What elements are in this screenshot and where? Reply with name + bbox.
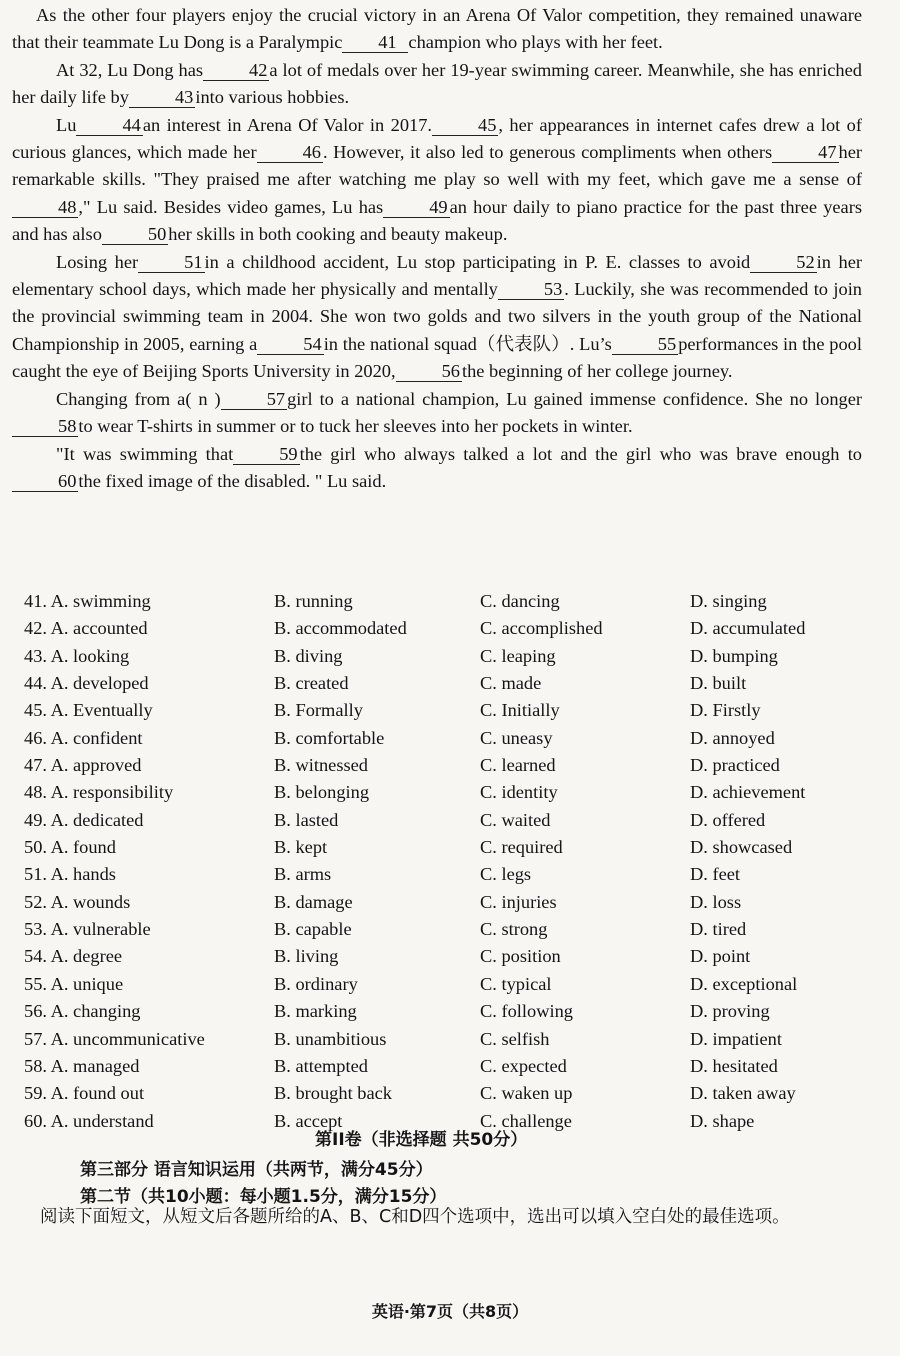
option-d: D. tired	[690, 919, 747, 940]
option-d: D. proving	[690, 1001, 770, 1022]
option-b: B. witnessed	[274, 755, 368, 776]
passage-text: Changing from a( n )	[56, 388, 221, 409]
question-options-row	[24, 807, 874, 834]
option-a: 60. A. understand	[24, 1110, 154, 1131]
option-a: 49. A. dedicated	[24, 809, 144, 830]
passage-text: a lot of medals over her 19-year swimming career. Meanwhile, she has enriched her daily life by	[12, 59, 862, 108]
option-b: B. ordinary	[274, 973, 358, 994]
passage-text: champion who plays with her feet.	[408, 32, 663, 53]
option-a: 48. A. responsibility	[24, 782, 174, 803]
blank-50: 50	[102, 224, 168, 245]
option-c: C. selfish	[480, 1028, 550, 1049]
passage-paragraph	[12, 112, 862, 249]
option-c: C. uneasy	[480, 727, 553, 748]
option-a: 50. A. found	[24, 837, 116, 858]
passage-text: an interest in Arena Of Valor in 2017.	[142, 114, 433, 135]
cloze-passage	[12, 2, 862, 495]
option-d: D. impatient	[690, 1028, 782, 1049]
blank-60: 60	[12, 471, 78, 492]
blank-51: 51	[138, 252, 204, 273]
option-c: C. following	[480, 1001, 573, 1022]
question-options-row	[24, 1026, 874, 1053]
blank-56: 56	[396, 361, 462, 382]
option-c: C. required	[480, 837, 563, 858]
question-options-row	[24, 943, 874, 970]
option-a: 43. A. looking	[24, 645, 130, 666]
question-options-row	[24, 834, 874, 861]
passage-text: "It was swimming that	[56, 443, 234, 464]
sub-section-title: 第二节（共10小题：每小题1.5分，满分15分）	[80, 1187, 447, 1207]
blank-43: 43	[129, 87, 195, 108]
instruction-text: 阅读下面短文，从短文后各题所给的A、B、C和D四个选项中，选出可以填入空白处的最佳选项。	[40, 1207, 790, 1227]
option-c: C. strong	[480, 919, 548, 940]
option-c: C. typical	[480, 973, 552, 994]
passage-text: As the other four players enjoy the crucial victory in an Arena Of Valor competition, they remained unaware that their teammate Lu Dong is a Paralympic	[12, 5, 862, 53]
option-d: D. offered	[690, 809, 766, 830]
passage-text: her skills in both cooking and beauty makeup.	[168, 224, 508, 245]
option-b: B. running	[274, 591, 353, 611]
option-d: D. hesitated	[690, 1055, 778, 1076]
question-options-row	[24, 889, 874, 916]
blank-52: 52	[750, 252, 816, 273]
volume-title: 第II卷（非选择题 共50分）	[315, 1130, 528, 1150]
passage-paragraph	[12, 386, 862, 441]
option-b: B. living	[274, 946, 339, 967]
option-b: B. accommodated	[274, 618, 407, 639]
option-b: B. arms	[274, 864, 332, 885]
option-a: 59. A. found out	[24, 1083, 145, 1104]
blank-55: 55	[612, 334, 678, 355]
passage-text: the girl who always talked a lot and the girl who was brave enough to	[299, 443, 863, 464]
option-a: 51. A. hands	[24, 864, 116, 885]
passage-text: the fixed image of the disabled. " Lu said.	[78, 470, 387, 491]
question-options-row	[24, 998, 874, 1025]
option-b: B. belonging	[274, 782, 370, 803]
option-d: D. bumping	[690, 645, 778, 666]
option-a: 44. A. developed	[24, 673, 149, 694]
passage-text: ," Lu said. Besides video games, Lu has	[78, 196, 384, 217]
option-c: C. challenge	[480, 1110, 572, 1131]
passage-paragraph	[12, 2, 862, 57]
passage-text: into various hobbies.	[195, 87, 350, 108]
blank-47: 47	[772, 142, 838, 163]
passage-text: girl to a national champion, Lu gained immense confidence. She no longer	[287, 388, 862, 409]
option-a: 46. A. confident	[24, 727, 143, 748]
option-b: B. marking	[274, 1001, 357, 1022]
option-c: C. injuries	[480, 891, 557, 912]
question-options-row	[24, 697, 874, 724]
passage-text: . Luckily, she was recommended to join the provincial swimming team in 2004. She won two golds and two silvers in the youth group of the National Championship in 2005, earning a	[12, 279, 862, 354]
option-b: B. brought back	[274, 1083, 392, 1104]
option-d: D. built	[690, 673, 747, 694]
option-c: C. position	[480, 946, 561, 967]
blank-41: 41	[342, 32, 408, 53]
option-b: B. attempted	[274, 1055, 368, 1076]
option-c: C. dancing	[480, 591, 560, 611]
option-b: B. unambitious	[274, 1028, 387, 1049]
option-d: D. annoyed	[690, 727, 775, 748]
passage-paragraph	[12, 249, 862, 386]
option-a: 47. A. approved	[24, 755, 142, 776]
option-a: 42. A. accounted	[24, 618, 148, 639]
option-b: B. capable	[274, 919, 352, 940]
passage-text: to wear T-shirts in summer or to tuck her sleeves into her pockets in winter.	[78, 416, 633, 437]
passage-text: the beginning of her college journey.	[461, 361, 733, 382]
option-c: C. accomplished	[480, 618, 603, 639]
option-a: 45. A. Eventually	[24, 700, 153, 721]
question-options-row	[24, 1080, 874, 1107]
blank-59: 59	[233, 444, 299, 465]
option-b: B. damage	[274, 891, 353, 912]
passage-text: performances in the pool caught the eye of Beijing Sports University in 2020,	[12, 333, 862, 382]
option-a: 41. A. swimming	[24, 591, 151, 611]
option-d: D. achievement	[690, 782, 806, 803]
question-options-row	[24, 725, 874, 752]
option-c: C. expected	[480, 1055, 567, 1076]
option-c: C. identity	[480, 782, 558, 803]
option-a: 53. A. vulnerable	[24, 919, 151, 940]
question-options-row	[24, 861, 874, 888]
option-b: B. created	[274, 673, 349, 694]
passage-text: Losing her	[56, 251, 139, 272]
option-c: C. leaping	[480, 645, 556, 666]
question-options-row	[24, 643, 874, 670]
option-d: D. point	[690, 946, 751, 967]
passage-text: in the national squad（代表队）. Lu’s	[323, 333, 612, 354]
option-c: C. learned	[480, 755, 556, 776]
question-options-row	[24, 588, 874, 615]
passage-text: an hour daily to piano practice for the past three years and has also	[12, 196, 862, 245]
question-options-row	[24, 1053, 874, 1080]
question-options-row	[24, 971, 874, 998]
passage-paragraph	[12, 57, 862, 112]
option-c: C. Initially	[480, 700, 560, 721]
option-b: B. kept	[274, 837, 328, 858]
blank-45: 45	[432, 115, 498, 136]
option-d: D. taken away	[690, 1083, 796, 1104]
option-a: 57. A. uncommunicative	[24, 1028, 205, 1049]
option-d: D. accumulated	[690, 618, 806, 639]
option-d: D. Firstly	[690, 700, 761, 721]
option-b: B. accept	[274, 1110, 343, 1131]
blank-48: 48	[12, 197, 78, 218]
passage-text: in a childhood accident, Lu stop participating in P. E. classes to avoid	[204, 251, 751, 272]
blank-44: 44	[76, 115, 142, 136]
passage-text: , her appearances in internet cafes drew a lot of curious glances, which made her	[12, 114, 862, 163]
passage-paragraph	[12, 441, 862, 496]
option-c: C. made	[480, 673, 542, 694]
option-a: 56. A. changing	[24, 1001, 141, 1022]
passage-text: At 32, Lu Dong has	[56, 59, 204, 80]
question-options-row	[24, 752, 874, 779]
question-options-row	[24, 670, 874, 697]
option-a: 55. A. unique	[24, 973, 124, 994]
option-c: C. waken up	[480, 1083, 573, 1104]
option-a: 54. A. degree	[24, 946, 123, 967]
option-c: C. legs	[480, 864, 532, 885]
blank-49: 49	[383, 197, 449, 218]
option-d: D. exceptional	[690, 973, 798, 994]
part-title: 第三部分 语言知识运用（共两节，满分45分）	[80, 1160, 433, 1180]
blank-53: 53	[498, 279, 564, 300]
blank-58: 58	[12, 416, 78, 437]
option-c: C. waited	[480, 809, 551, 830]
option-b: B. diving	[274, 645, 343, 666]
option-d: D. singing	[690, 591, 767, 611]
answer-options	[24, 588, 874, 1135]
question-options-row	[24, 916, 874, 943]
option-d: D. practiced	[690, 755, 780, 776]
blank-42: 42	[203, 60, 269, 81]
blank-54: 54	[257, 334, 323, 355]
option-d: D. shape	[690, 1110, 755, 1131]
option-d: D. loss	[690, 891, 742, 912]
passage-text: . However, it also led to generous compliments when others	[322, 142, 773, 163]
option-b: B. comfortable	[274, 727, 385, 748]
option-a: 58. A. managed	[24, 1055, 140, 1076]
blank-57: 57	[221, 389, 287, 410]
passage-text: her remarkable skills. "They praised me after watching me play so well with my feet, which gave me a sense of	[12, 142, 862, 190]
option-d: D. showcased	[690, 837, 793, 858]
option-b: B. Formally	[274, 700, 363, 721]
blank-46: 46	[257, 142, 323, 163]
question-options-row	[24, 779, 874, 806]
page-footer: 英语·第7页（共8页）	[371, 1302, 529, 1321]
passage-text: Lu	[56, 114, 77, 135]
option-b: B. lasted	[274, 809, 339, 830]
option-a: 52. A. wounds	[24, 891, 131, 912]
question-options-row	[24, 615, 874, 642]
option-d: D. feet	[690, 864, 741, 885]
passage-text: in her elementary school days, which made her physically and mentally	[12, 251, 862, 300]
